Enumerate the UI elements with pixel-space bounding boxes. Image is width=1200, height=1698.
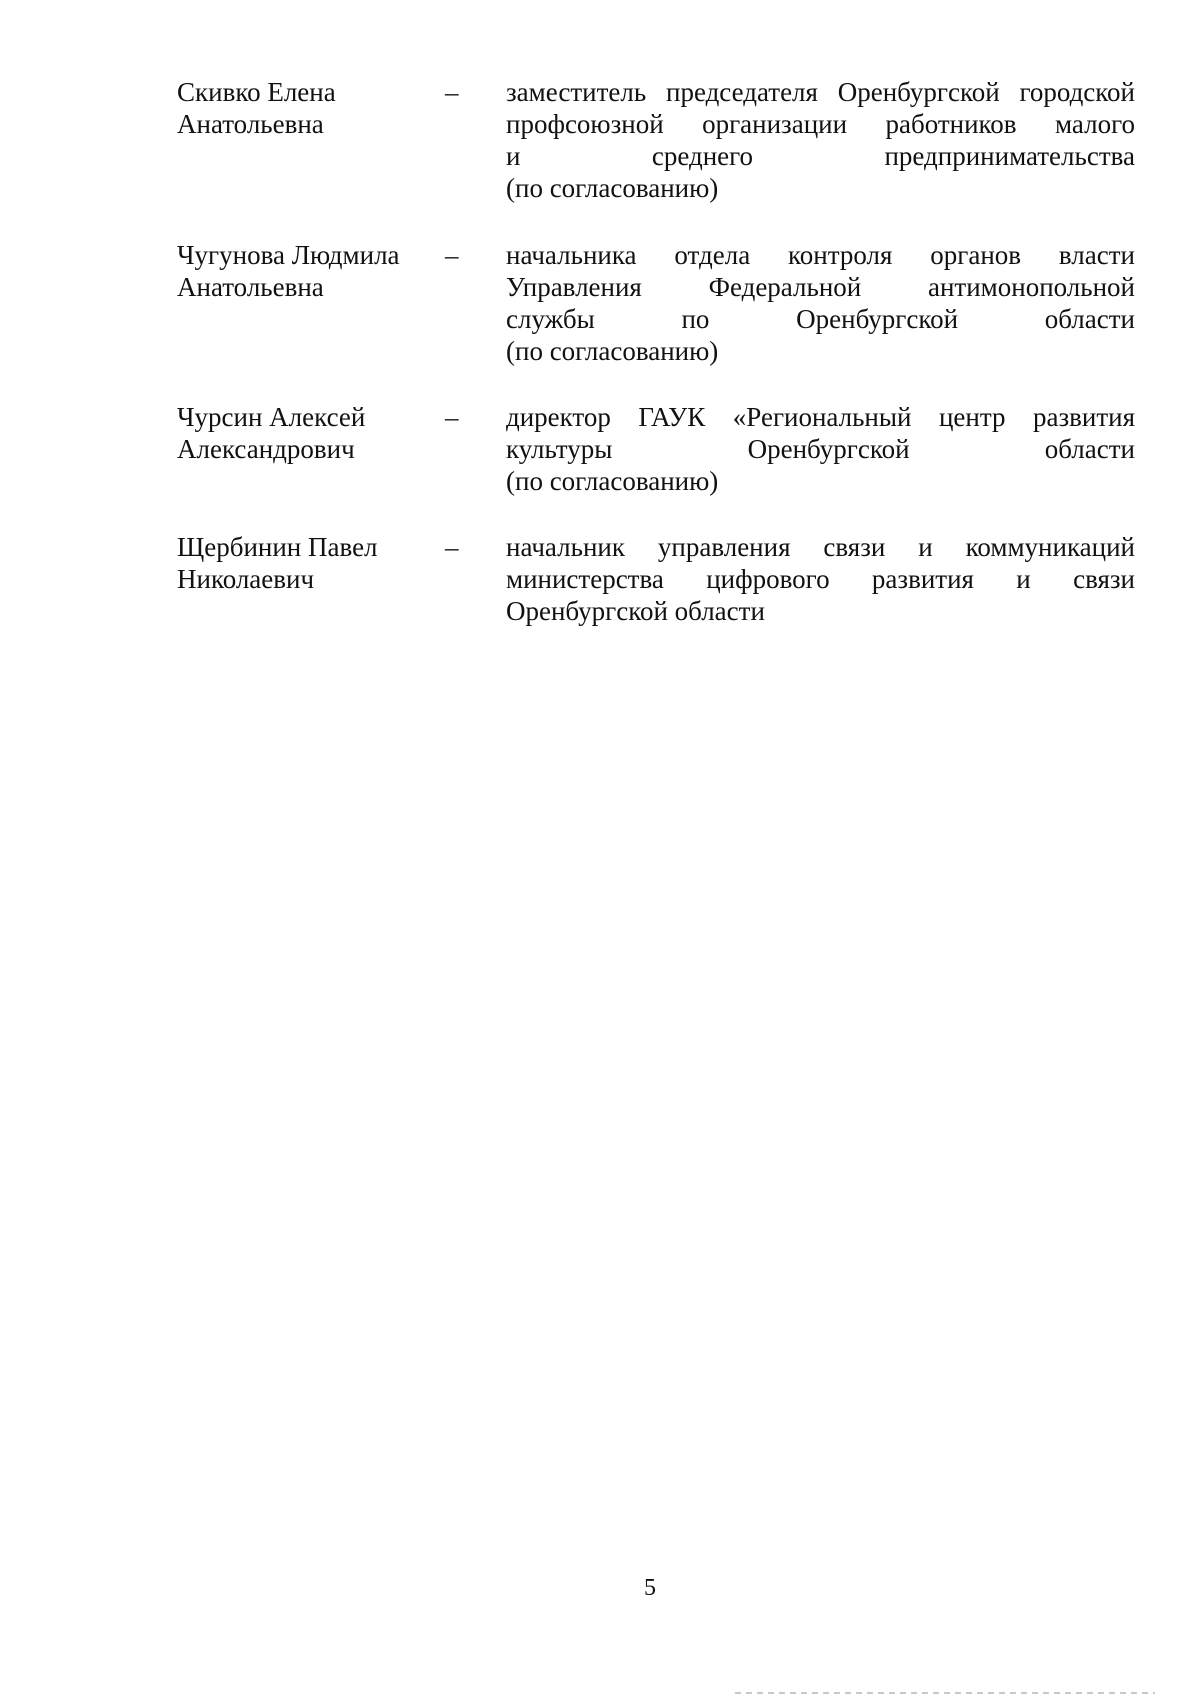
member-role-line: директор ГАУК «Региональный центр развития bbox=[506, 402, 1135, 432]
member-name bbox=[177, 239, 427, 303]
member-name-line: Александрович bbox=[177, 434, 355, 464]
member-name bbox=[177, 76, 427, 140]
member-name-line: Чугунова Людмила bbox=[177, 240, 400, 270]
member-role bbox=[506, 76, 1135, 204]
member-name bbox=[177, 531, 427, 595]
separator-dash: – bbox=[445, 240, 459, 270]
member-role bbox=[506, 401, 1135, 497]
member-role-line: министерства цифрового развития и связи bbox=[506, 564, 1135, 594]
member-name-line: Анатольевна bbox=[177, 272, 324, 302]
member-role-line: заместитель председателя Оренбургской городской bbox=[506, 77, 1135, 107]
member-role-line: Оренбургской области bbox=[506, 596, 765, 626]
member-role-line: (по согласованию) bbox=[506, 173, 719, 203]
member-role-line: службы по Оренбургской области bbox=[506, 304, 1135, 334]
page-number: 5 bbox=[644, 1575, 656, 1601]
member-role-line: начальник управления связи и коммуникаций bbox=[506, 532, 1135, 562]
member-role bbox=[506, 239, 1135, 367]
member-name bbox=[177, 401, 427, 465]
scan-artifact-line bbox=[735, 1692, 1155, 1694]
member-role-line: Управления Федеральной антимонопольной bbox=[506, 272, 1135, 302]
member-role-line: (по согласованию) bbox=[506, 336, 719, 366]
member-name-line: Анатольевна bbox=[177, 109, 324, 139]
member-role-line: профсоюзной организации работников малого bbox=[506, 109, 1135, 139]
member-name-line: Николаевич bbox=[177, 564, 315, 594]
member-role bbox=[506, 531, 1135, 627]
separator-dash: – bbox=[445, 77, 459, 107]
member-name-line: Щербинин Павел bbox=[177, 532, 378, 562]
member-role-line: культуры Оренбургской области bbox=[506, 434, 1135, 464]
member-name-line: Скивко Елена bbox=[177, 77, 336, 107]
member-role-line: и среднего предпринимательства bbox=[506, 141, 1135, 171]
separator-dash: – bbox=[445, 402, 459, 432]
member-role-line: начальника отдела контроля органов власти bbox=[506, 240, 1135, 270]
separator-dash: – bbox=[445, 532, 459, 562]
member-role-line: (по согласованию) bbox=[506, 466, 719, 496]
member-name-line: Чурсин Алексей bbox=[177, 402, 366, 432]
